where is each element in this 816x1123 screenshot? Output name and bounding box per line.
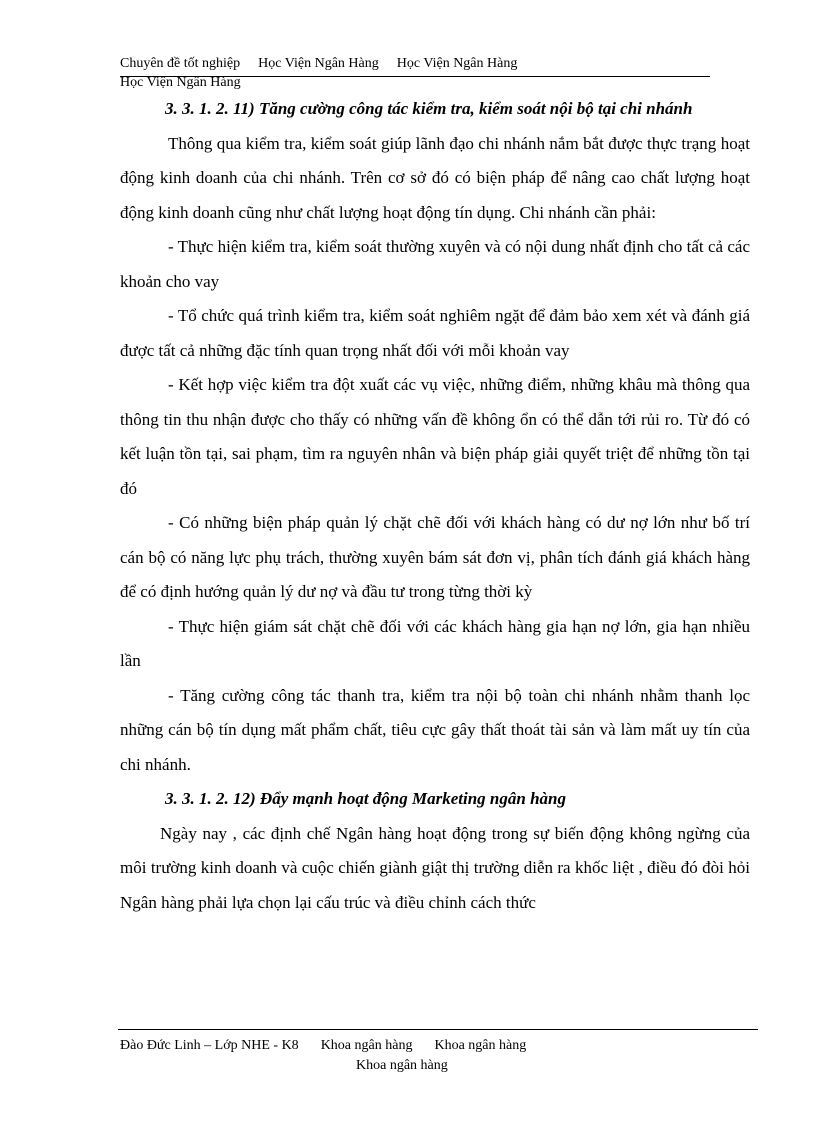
header-line: [120, 54, 710, 73]
footer-department-repeat: Khoa ngân hàng: [434, 1038, 527, 1053]
paragraph-item-3: - Kết hợp việc kiểm tra đột xuất các vụ việc, những điểm, những khâu mà thông qua thông tin thu nhận được cho thấy có những vấn đề không ổn có thể dẫn tới rủi ro. Từ đó có kết luận tồn tại, sai phạm, tìm ra nguyên nhân và biện pháp giải quyết triệt để những tồn tại đó: [120, 375, 750, 498]
paragraph-item-1: - Thực hiện kiểm tra, kiểm soát thường xuyên và có nội dung nhất định cho tất cả các khoản cho vay: [120, 237, 750, 291]
paragraph-item-2: - Tổ chức quá trình kiểm tra, kiểm soát nghiêm ngặt để đảm bảo xem xét và đánh giá được tất cả những đặc tính quan trọng nhất đối với mỗi khoản vay: [120, 306, 750, 360]
header-school-name-repeat: Học Viện Ngân Hàng: [396, 56, 518, 71]
paragraph-item-6: - Tăng cường công tác thanh tra, kiểm tra nội bộ toàn chi nhánh nhằm thanh lọc những cán bộ tín dụng mất phẩm chất, tiêu cực gây thất thoát tài sản và làm mất uy tín của chi nhánh.: [120, 685, 750, 774]
footer-divider: [118, 1029, 758, 1030]
paragraph-marketing: Ngày nay , các định chế Ngân hàng hoạt động trong sự biến động không ngừng của môi trường kinh doanh và cuộc chiến giành giật thị trường diễn ra khốc liệt , điều đó đòi hỏi Ngân hàng phải lựa chọn lại cấu trúc và điều chỉnh cách thức: [120, 823, 750, 912]
page-header: [120, 54, 710, 92]
header-thesis-label: Chuyên đề tốt nghiệp: [120, 56, 241, 71]
section-heading-12: 3. 3. 1. 2. 12) Đẩy mạnh hoạt động Marketing ngân hàng: [165, 789, 566, 808]
header-school-name-second-line: Học Viện Ngân Hàng: [120, 75, 241, 90]
footer-department: Khoa ngân hàng: [320, 1038, 413, 1053]
header-divider: [120, 76, 710, 77]
footer-line: [120, 1036, 760, 1056]
section-heading-11: 3. 3. 1. 2. 11) Tăng cường công tác kiểm tra, kiểm soát nội bộ tại chi nhánh: [165, 99, 693, 118]
paragraph-item-5: - Thực hiện giám sát chặt chẽ đối với các khách hàng gia hạn nợ lớn, gia hạn nhiều lần: [120, 616, 750, 670]
page-footer: [120, 1036, 760, 1076]
paragraph-intro: Thông qua kiểm tra, kiểm soát giúp lãnh đạo chi nhánh nắm bắt được thực trạng hoạt động kinh doanh của chi nhánh. Trên cơ sở đó có biện pháp để nâng cao chất lượng hoạt động kinh doanh cũng như chất lượng hoạt động tín dụng. Chi nhánh cần phải:: [120, 133, 750, 222]
header-school-name: Học Viện Ngân Hàng: [258, 56, 379, 71]
document-body: [120, 92, 750, 920]
paragraph-item-4: - Có những biện pháp quản lý chặt chẽ đối với khách hàng có dư nợ lớn như bố trí cán bộ có năng lực phụ trách, thường xuyên bám sát đơn vị, phân tích đánh giá khách hàng để có định hướng quản lý dư nợ và đầu tư trong từng thời kỳ: [120, 513, 750, 601]
footer-department-second-line: Khoa ngân hàng: [356, 1058, 448, 1073]
footer-author: Đào Đức Linh – Lớp NHE - K8: [120, 1038, 299, 1053]
